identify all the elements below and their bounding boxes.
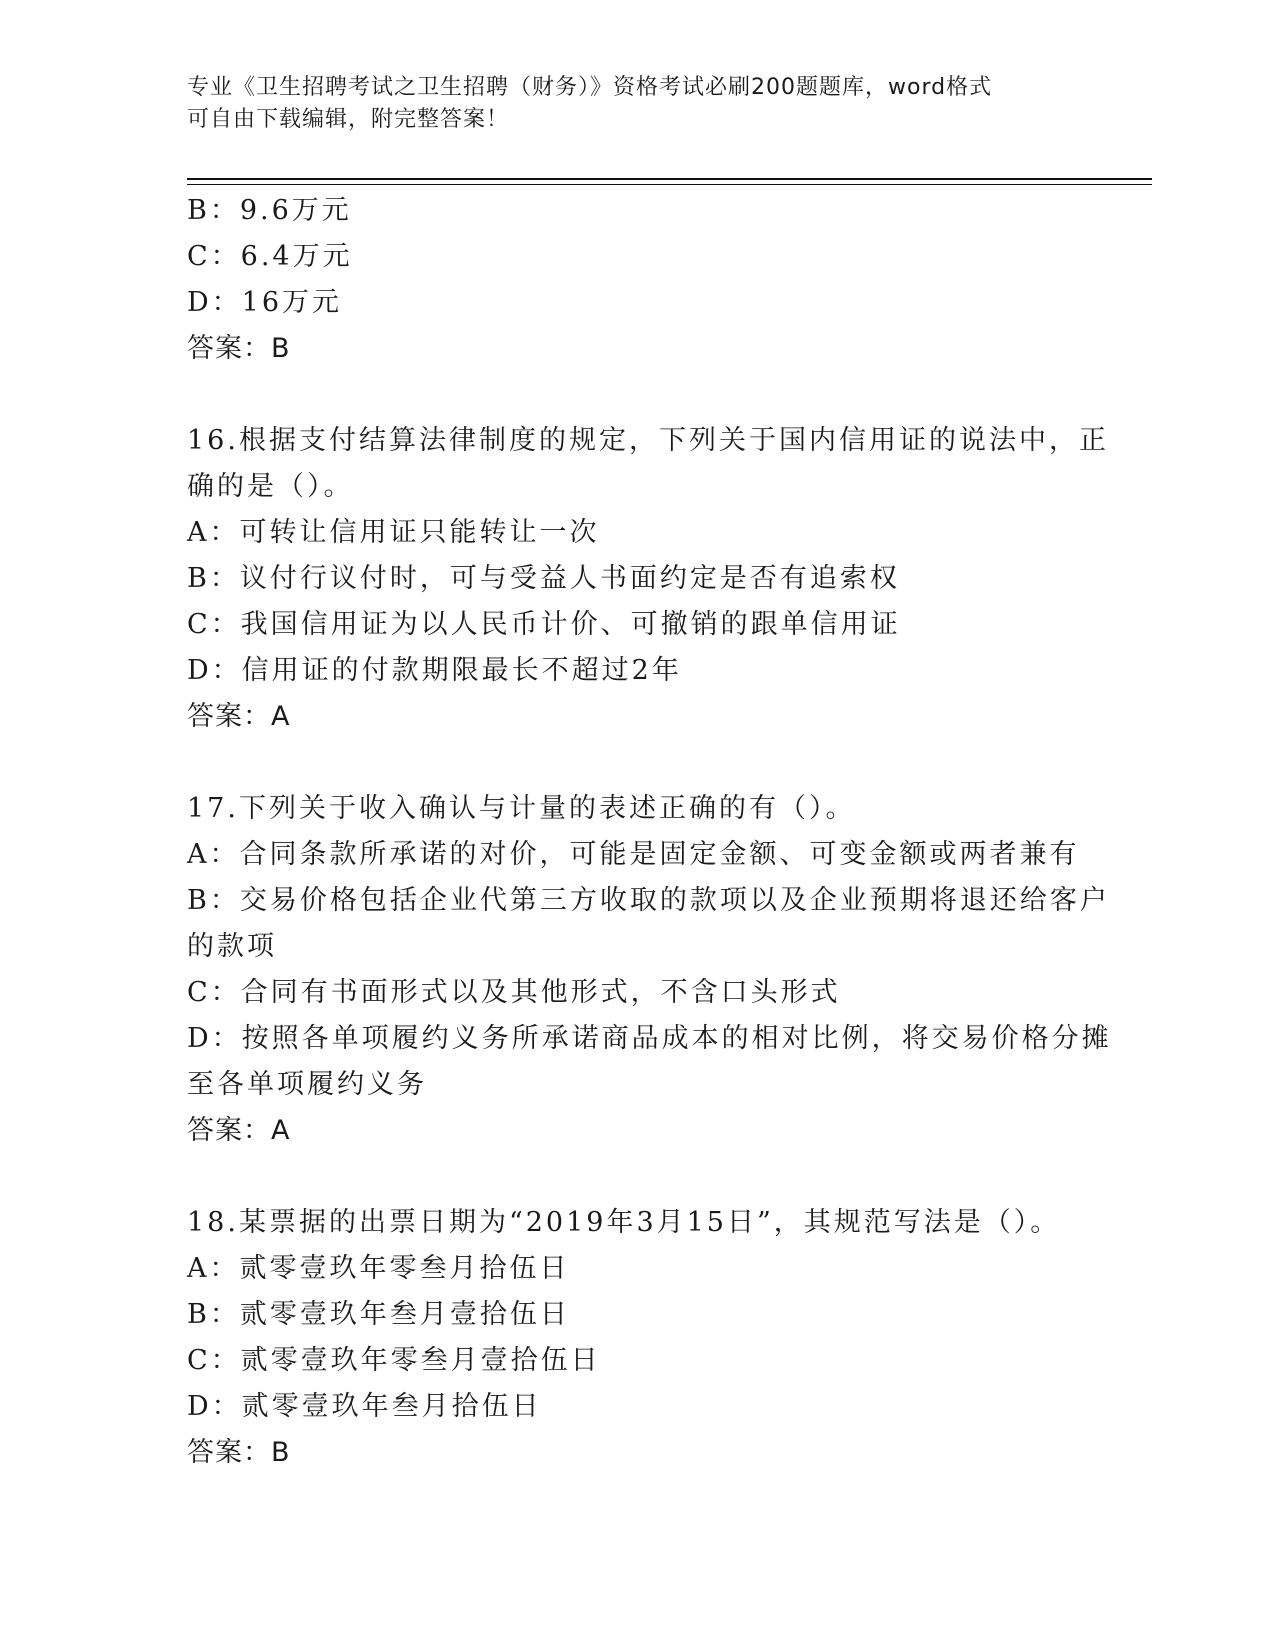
option-b-continued: 的款项 xyxy=(187,931,277,962)
question-17 xyxy=(187,786,1112,1154)
option-b: B：贰零壹玖年叁月壹拾伍日 xyxy=(187,1299,570,1330)
question-stem: 16.根据支付结算法律制度的规定，下列关于国内信用证的说法中，正 xyxy=(187,425,1109,456)
spacer xyxy=(187,372,1077,418)
question-stem: 17.下列关于收入确认与计量的表述正确的有（）。 xyxy=(187,793,856,824)
question-18 xyxy=(187,1200,1077,1476)
spacer xyxy=(187,1154,1077,1200)
header-line-2: 可自由下载编辑，附完整答案！ xyxy=(187,107,510,132)
option-d: D：贰零壹玖年叁月拾伍日 xyxy=(187,1391,542,1422)
option-d: D：信用证的付款期限最长不超过2年 xyxy=(187,655,682,686)
option-d: D：按照各单项履约义务所承诺商品成本的相对比例，将交易价格分摊 xyxy=(187,1023,1112,1054)
question-stem: 18.某票据的出票日期为“2019年3月15日”，其规范写法是（）。 xyxy=(187,1207,1061,1238)
answer: 答案：A xyxy=(187,1115,291,1146)
spacer xyxy=(187,740,1077,786)
option-c: C：贰零壹玖年零叁月壹拾伍日 xyxy=(187,1345,601,1376)
option-b: B：议付行议付时，可与受益人书面约定是否有追索权 xyxy=(187,563,900,594)
question-16 xyxy=(187,418,1109,740)
option-c: C：合同有书面形式以及其他形式，不含口头形式 xyxy=(187,977,841,1008)
option-d: D：16万元 xyxy=(187,287,343,318)
prev-question xyxy=(187,188,1077,372)
option-c: C：6.4万元 xyxy=(187,241,353,272)
option-b: B：9.6万元 xyxy=(187,195,352,226)
option-a: A：合同条款所承诺的对价，可能是固定金额、可变金额或两者兼有 xyxy=(187,839,1080,870)
answer: 答案：B xyxy=(187,1437,291,1468)
answer: 答案：B xyxy=(187,333,291,364)
question-content xyxy=(187,188,1112,1476)
header-rule-thick xyxy=(187,178,1152,180)
option-a: A：贰零壹玖年零叁月拾伍日 xyxy=(187,1253,570,1284)
option-c: C：我国信用证为以人民币计价、可撤销的跟单信用证 xyxy=(187,609,901,640)
question-stem: 确的是（）。 xyxy=(187,471,354,502)
header-line-1: 专业《卫生招聘考试之卫生招聘（财务）》资格考试必刷200题题库，word格式 xyxy=(187,75,993,100)
option-d-continued: 至各单项履约义务 xyxy=(187,1069,427,1100)
option-b: B：交易价格包括企业代第三方收取的款项以及企业预期将退还给客户 xyxy=(187,885,1110,916)
answer: 答案：A xyxy=(187,701,291,732)
document-header xyxy=(187,72,1067,136)
header-rule-thin xyxy=(187,184,1152,185)
option-a: A：可转让信用证只能转让一次 xyxy=(187,517,600,548)
